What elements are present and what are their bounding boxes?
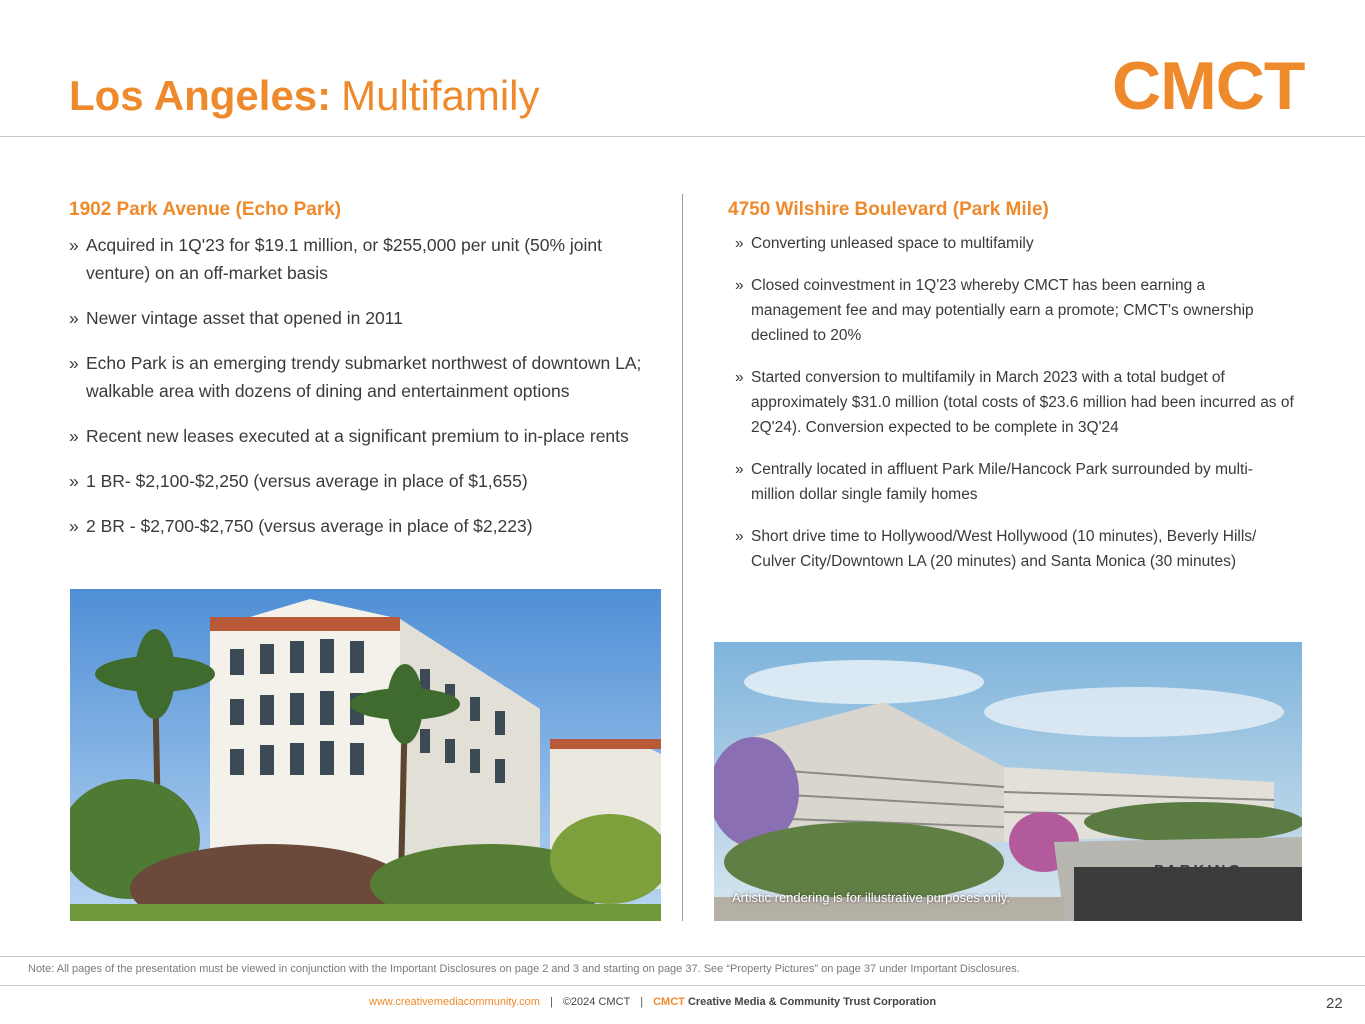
footer-separator: | xyxy=(549,996,553,1008)
left-heading: 1902 Park Avenue (Echo Park) xyxy=(69,199,342,220)
company-name: Creative Media & Community Trust Corporation xyxy=(687,996,937,1008)
bullet-marker: » xyxy=(69,235,79,255)
footer-rule-top xyxy=(0,956,1365,957)
website-link[interactable]: www.creativemediacommunity.com xyxy=(369,996,540,1008)
bullet-text: Newer vintage asset that opened in 2011 xyxy=(86,308,403,328)
disclosure-note: Note: All pages of the presentation must be viewed in conjunction with the Important Disclosures on page 2 and 3 and starting on page 37. See “Property Pictures” on page 37 under Important Disclosures. xyxy=(28,963,1020,975)
list-item xyxy=(69,231,669,287)
list-item xyxy=(69,349,669,405)
bullet-text: Centrally located in affluent Park Mile/Hancock Park surrounded by multi-million dollar single family homes xyxy=(751,461,1253,503)
bullet-text: Started conversion to multifamily in March 2023 with a total budget of approximately $31.0 million (total costs of $23.6 million had been incurred as of 2Q'24). Conversion expected to be complete in 3Q'24 xyxy=(751,369,1294,436)
list-item xyxy=(69,467,669,495)
list-item xyxy=(735,273,1295,348)
list-item xyxy=(69,304,669,332)
footer-separator: | xyxy=(640,996,644,1008)
bullet-text: Closed coinvestment in 1Q'23 whereby CMCT has been earning a management fee and may potentially earn a promote; CMCT's ownership declined to 20% xyxy=(751,277,1254,344)
list-item xyxy=(69,512,669,540)
bullet-marker: » xyxy=(69,426,79,446)
echo-park-building-photo xyxy=(70,589,661,921)
column-divider xyxy=(682,194,683,921)
bullet-text: Recent new leases executed at a significant premium to in-place rents xyxy=(86,426,629,446)
bullet-marker: » xyxy=(69,516,79,536)
list-item xyxy=(735,365,1295,440)
bullet-marker: » xyxy=(69,471,79,491)
page-title-light: Multifamily xyxy=(341,72,540,119)
wilshire-rendering-image xyxy=(714,642,1302,921)
list-item xyxy=(69,422,669,450)
bullet-marker: » xyxy=(735,235,744,252)
copyright: ©2024 CMCT xyxy=(562,996,631,1008)
bullet-marker: » xyxy=(69,353,79,373)
bullet-marker: » xyxy=(735,528,744,545)
bullet-text: 1 BR- $2,100-$2,250 (versus average in place of $1,655) xyxy=(86,471,528,491)
cmct-logo: CMCT xyxy=(1112,48,1305,124)
bullet-marker: » xyxy=(735,277,744,294)
right-heading: 4750 Wilshire Boulevard (Park Mile) xyxy=(728,199,1049,220)
bullet-text: Converting unleased space to multifamily xyxy=(751,235,1034,252)
left-bullet-list xyxy=(69,231,669,557)
parking-sign: PARKING xyxy=(1154,862,1244,879)
page-number: 22 xyxy=(1326,995,1343,1012)
bullet-marker: » xyxy=(735,461,744,478)
bullet-text: 2 BR - $2,700-$2,750 (versus average in place of $2,223) xyxy=(86,516,533,536)
footer xyxy=(369,996,936,1008)
list-item xyxy=(735,457,1295,507)
bullet-marker: » xyxy=(69,308,79,328)
bullet-text: Echo Park is an emerging trendy submarket northwest of downtown LA; walkable area with dozens of dining and entertainment options xyxy=(86,353,642,401)
bullet-text: Acquired in 1Q'23 for $19.1 million, or $255,000 per unit (50% joint venture) on an off-market basis xyxy=(86,235,603,283)
list-item xyxy=(735,231,1295,256)
footer-brand: CMCT xyxy=(653,996,685,1008)
page-title xyxy=(69,70,540,122)
right-bullet-list xyxy=(735,231,1295,591)
bullet-marker: » xyxy=(735,369,744,386)
header-rule xyxy=(0,136,1365,137)
bullet-text: Short drive time to Hollywood/West Hollywood (10 minutes), Beverly Hills/ Culver City/Downtown LA (20 minutes) and Santa Monica (30 minutes) xyxy=(751,528,1257,570)
list-item xyxy=(735,524,1295,574)
rendering-caption: Artistic rendering is for illustrative purposes only. xyxy=(732,890,1010,905)
footer-rule-bottom xyxy=(0,985,1365,986)
page-title-bold: Los Angeles: xyxy=(69,72,332,119)
